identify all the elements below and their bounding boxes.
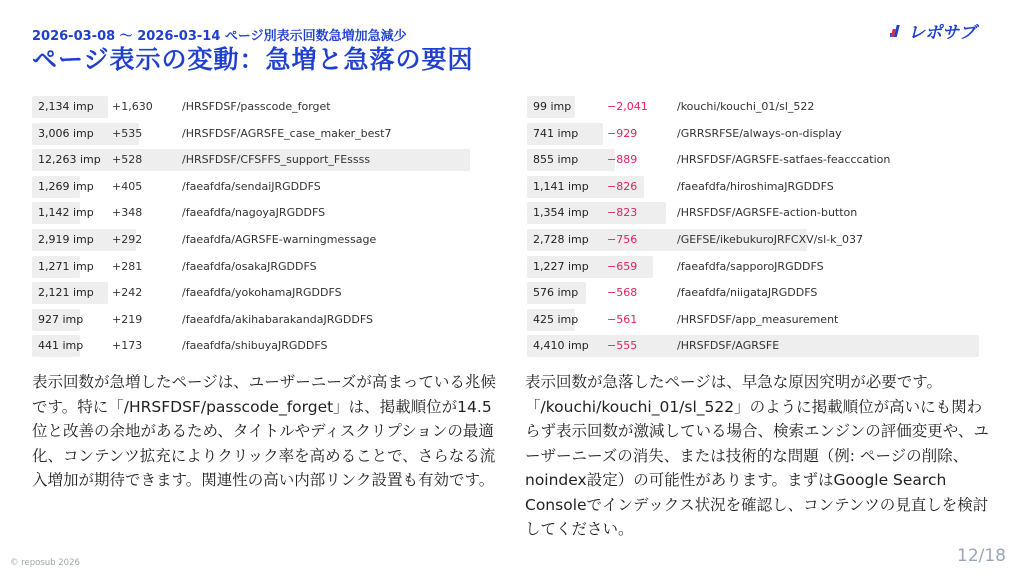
list-item — [32, 200, 492, 227]
list-item — [527, 280, 987, 307]
impression-change: −756 — [607, 232, 638, 246]
impression-change: −555 — [607, 339, 638, 353]
page-path: /HRSFDSF/AGRSFE — [677, 339, 780, 353]
list-item — [32, 333, 492, 360]
page-path: /HRSFDSF/CFSFFS_support_FEssss — [182, 153, 371, 167]
list-item — [527, 121, 987, 148]
list-item — [32, 94, 492, 121]
impression-change: −826 — [607, 179, 638, 193]
impressions: 927 imp — [38, 312, 84, 326]
list-item — [32, 280, 492, 307]
page-path: /HRSFDSF/passcode_forget — [182, 100, 331, 113]
page-path: /HRSFDSF/app_measurement — [677, 312, 839, 326]
slide-title: ページ表示の変動：急増と急落の要因 — [32, 45, 474, 74]
page-path: /HRSFDSF/AGRSFE_case_maker_best7 — [182, 126, 392, 140]
impression-change: −561 — [607, 312, 638, 326]
list-item — [32, 174, 492, 201]
page-path: /faeafdfa/sapporoJRGDDFS — [677, 259, 824, 273]
list-item — [527, 227, 987, 254]
list-item — [32, 307, 492, 334]
list-item — [527, 147, 987, 174]
impressions: 1,269 imp — [38, 179, 94, 193]
page-path: /faeafdfa/yokohamaJRGDDFS — [182, 286, 342, 300]
logo-text: レポサブ — [908, 23, 976, 42]
increase-list — [32, 94, 492, 360]
list-item — [32, 254, 492, 281]
list-item — [527, 254, 987, 281]
impressions: 99 imp — [533, 100, 572, 113]
impression-change: +173 — [112, 339, 143, 353]
impression-change: +1,630 — [112, 100, 153, 113]
impressions: 3,006 imp — [38, 126, 94, 140]
list-item — [32, 227, 492, 254]
impressions: 741 imp — [533, 126, 579, 140]
page-path: /kouchi/kouchi_01/sl_522 — [677, 100, 815, 113]
impression-change: +535 — [112, 126, 143, 140]
impressions: 1,227 imp — [533, 259, 589, 273]
copyright: © reposub 2026 — [10, 558, 80, 568]
impressions: 425 imp — [533, 312, 579, 326]
impressions: 2,121 imp — [38, 286, 94, 300]
list-item — [527, 333, 987, 360]
impressions: 1,271 imp — [38, 259, 94, 273]
impression-change: +292 — [112, 232, 143, 246]
impressions: 441 imp — [38, 339, 84, 353]
page-path: /faeafdfa/nagoyaJRGDDFS — [182, 206, 326, 220]
increase-description: 表示回数が急増したページは、ユーザーニーズが高まっている兆候です。特に「/HRSFDSF/passcode_forget」は、掲載順位が14.5位と改善の余地があるため、タイトルやディスクリプションの最適化、コンテンツ拡充によりクリック率を高めることで、さらなる流入増加が期待できます。関連性の高い内部リンク設置も有効です。 — [32, 373, 496, 489]
list-item — [527, 174, 987, 201]
impression-change: −2,041 — [607, 100, 648, 113]
impression-change: +348 — [112, 206, 143, 220]
slide-subtitle: 2026-03-08 ～ 2026-03-14 ページ別表示回数急増加急減少 — [32, 29, 407, 44]
page-path: /faeafdfa/niigataJRGDDFS — [677, 286, 818, 300]
page-path: /faeafdfa/hiroshimaJRGDDFS — [677, 179, 834, 193]
impressions: 1,142 imp — [38, 206, 94, 220]
impressions: 576 imp — [533, 286, 579, 300]
impression-change: −568 — [607, 286, 638, 300]
page-path: /faeafdfa/akihabarakandaJRGDDFS — [182, 312, 373, 326]
impressions: 2,728 imp — [533, 232, 589, 246]
impressions: 2,919 imp — [38, 232, 94, 246]
impressions: 855 imp — [533, 153, 579, 167]
impression-change: −889 — [607, 153, 638, 167]
page-path: /faeafdfa/sendaiJRGDDFS — [182, 179, 321, 193]
list-item — [32, 147, 492, 174]
list-item — [527, 200, 987, 227]
impression-change: +281 — [112, 259, 143, 273]
decrease-description: 表示回数が急落したページは、早急な原因究明が必要です。「/kouchi/kouchi_01/sl_522」のように掲載順位が高いにも関わらず表示回数が激減している場合、検索エンジンの評価変更や、ユーザーニーズの消失、または技術的な問題（例: ページの削除、noindex設定）の可能性があります。まずはGoogle Search Consoleでインデックス状況を確認し、コンテンツの見直しを検討してください。 — [525, 373, 989, 538]
impression-change: +405 — [112, 179, 143, 193]
impression-change: −659 — [607, 259, 638, 273]
impression-change: +242 — [112, 286, 143, 300]
impression-change: +528 — [112, 153, 143, 167]
list-item — [527, 94, 987, 121]
page-path: /GRRSRFSE/always-on-display — [677, 126, 842, 140]
impressions: 4,410 imp — [533, 339, 589, 353]
page-number: 12/18 — [957, 546, 1006, 566]
page-path: /GEFSE/ikebukuroJRFCXV/sl-k_037 — [677, 232, 864, 246]
list-item — [32, 121, 492, 148]
page-path: /faeafdfa/osakaJRGDDFS — [182, 259, 317, 273]
page-path: /HRSFDSF/AGRSFE-action-button — [677, 206, 858, 220]
impressions: 1,354 imp — [533, 206, 589, 220]
page-path: /faeafdfa/AGRSFE-warningmessage — [182, 232, 377, 246]
impressions: 2,134 imp — [38, 100, 94, 113]
impression-change: +219 — [112, 312, 143, 326]
impression-change: −823 — [607, 206, 638, 220]
impressions: 12,263 imp — [38, 153, 101, 167]
logo — [890, 20, 1000, 42]
impressions: 1,141 imp — [533, 179, 589, 193]
page-path: /faeafdfa/shibuyaJRGDDFS — [182, 339, 328, 353]
decrease-list — [527, 94, 987, 360]
page-path: /HRSFDSF/AGRSFE-satfaes-feacccation — [677, 153, 891, 167]
list-item — [527, 307, 987, 334]
impression-change: −929 — [607, 126, 638, 140]
